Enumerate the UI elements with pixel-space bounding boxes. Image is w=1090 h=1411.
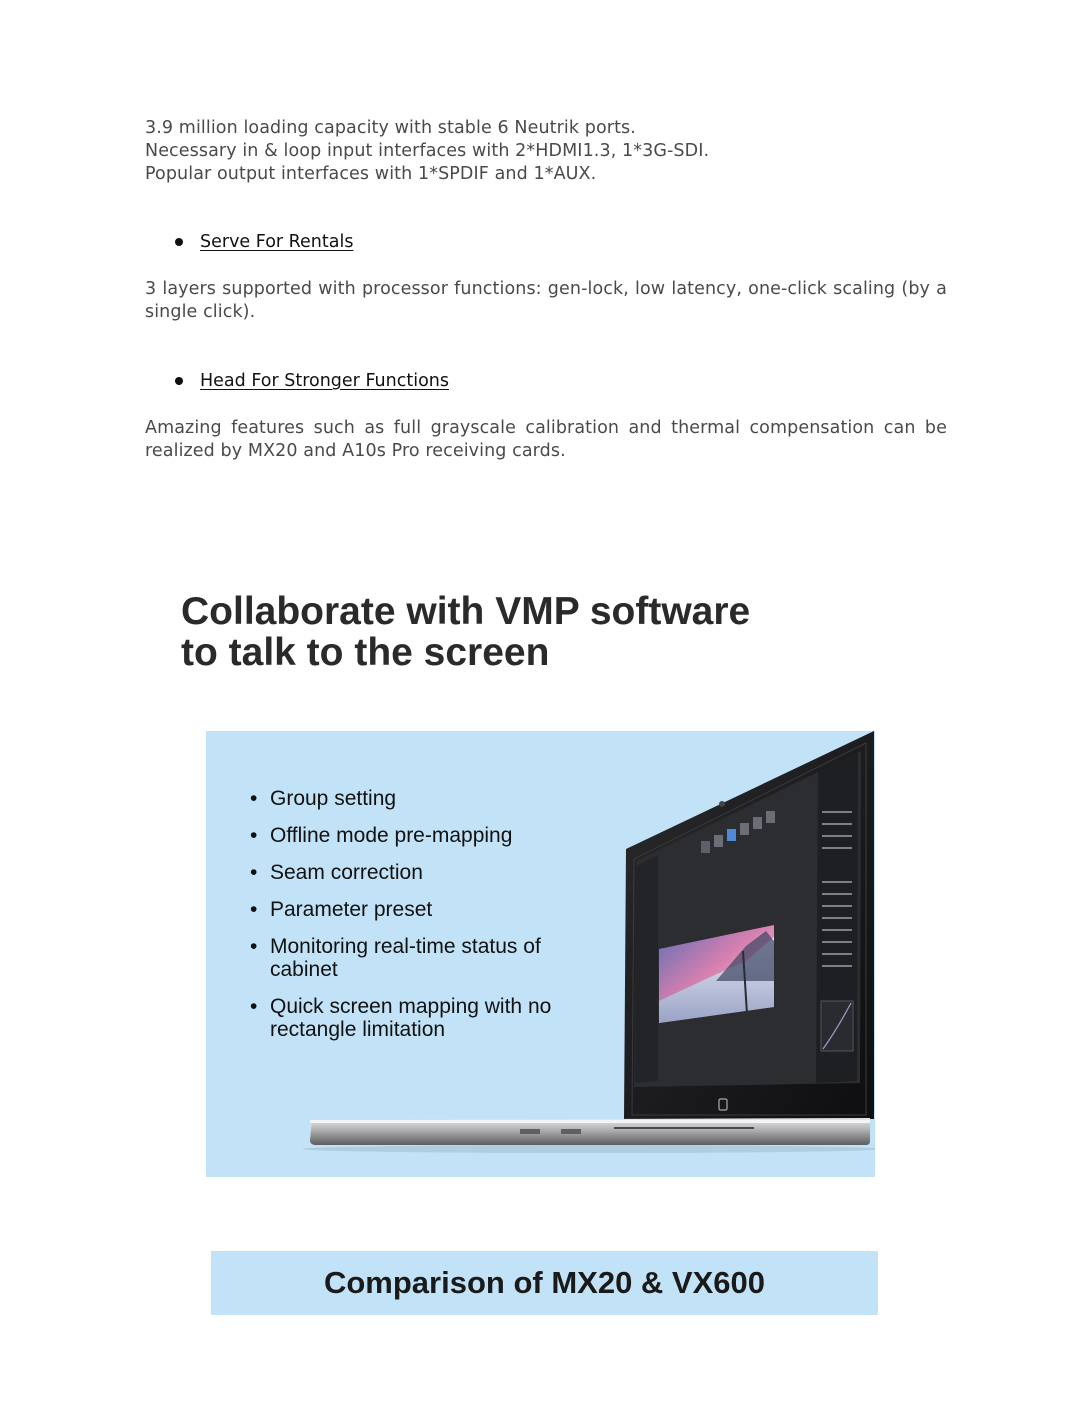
intro-paragraph	[145, 117, 947, 186]
intro-line-2: Necessary in & loop input interfaces with 2*HDMI1.3, 1*3G-SDI.	[145, 141, 710, 161]
feature-item: • Seam correction	[250, 861, 570, 884]
section-heading-rentals	[175, 232, 353, 252]
toolbar-icon	[753, 817, 762, 829]
bullet-dot	[175, 377, 183, 385]
head-for-stronger-functions-link[interactable]: Head For Stronger Functions	[200, 371, 449, 391]
laptop-illustration	[206, 731, 875, 1177]
left-panel	[635, 855, 658, 1083]
vmp-promo-banner	[206, 731, 875, 1177]
section-heading-functions	[175, 371, 449, 391]
feature-item: • Parameter preset	[250, 898, 570, 921]
promo-headline	[181, 591, 881, 673]
usb-port	[561, 1129, 581, 1134]
functions-paragraph: Amazing features such as full grayscale calibration and thermal compensation can be realized by MX20 and A10s Pro receiving cards.	[145, 418, 947, 461]
bullet-dot	[175, 238, 183, 246]
intro-line-1: 3.9 million loading capacity with stable 6 Neutrik ports.	[145, 118, 636, 138]
feature-item: • Offline mode pre-mapping	[250, 824, 570, 847]
feature-item: • Quick screen mapping with no rectangle limitation	[250, 995, 570, 1041]
comparison-title: Comparison of MX20 & VX600	[323, 1265, 765, 1300]
headline-line-2: to talk to the screen	[181, 631, 550, 674]
toolbar-icon	[701, 841, 710, 853]
intro-line-3: Popular output interfaces with 1*SPDIF and 1*AUX.	[145, 164, 597, 184]
feature-item: • Group setting	[250, 787, 570, 810]
usb-port	[520, 1129, 540, 1134]
toolbar-icon	[727, 829, 736, 841]
toolbar-icon	[714, 835, 723, 847]
comparison-banner	[211, 1251, 878, 1315]
toolbar-icon	[740, 823, 749, 835]
rentals-paragraph: 3 layers supported with processor functions: gen-lock, low latency, one-click scaling (by a single click).	[145, 279, 947, 322]
toolbar-icon	[766, 811, 775, 823]
headline-line-1: Collaborate with VMP software	[181, 590, 751, 633]
serve-for-rentals-link[interactable]: Serve For Rentals	[200, 232, 354, 252]
feature-item: • Monitoring real-time status of cabinet	[250, 935, 570, 981]
